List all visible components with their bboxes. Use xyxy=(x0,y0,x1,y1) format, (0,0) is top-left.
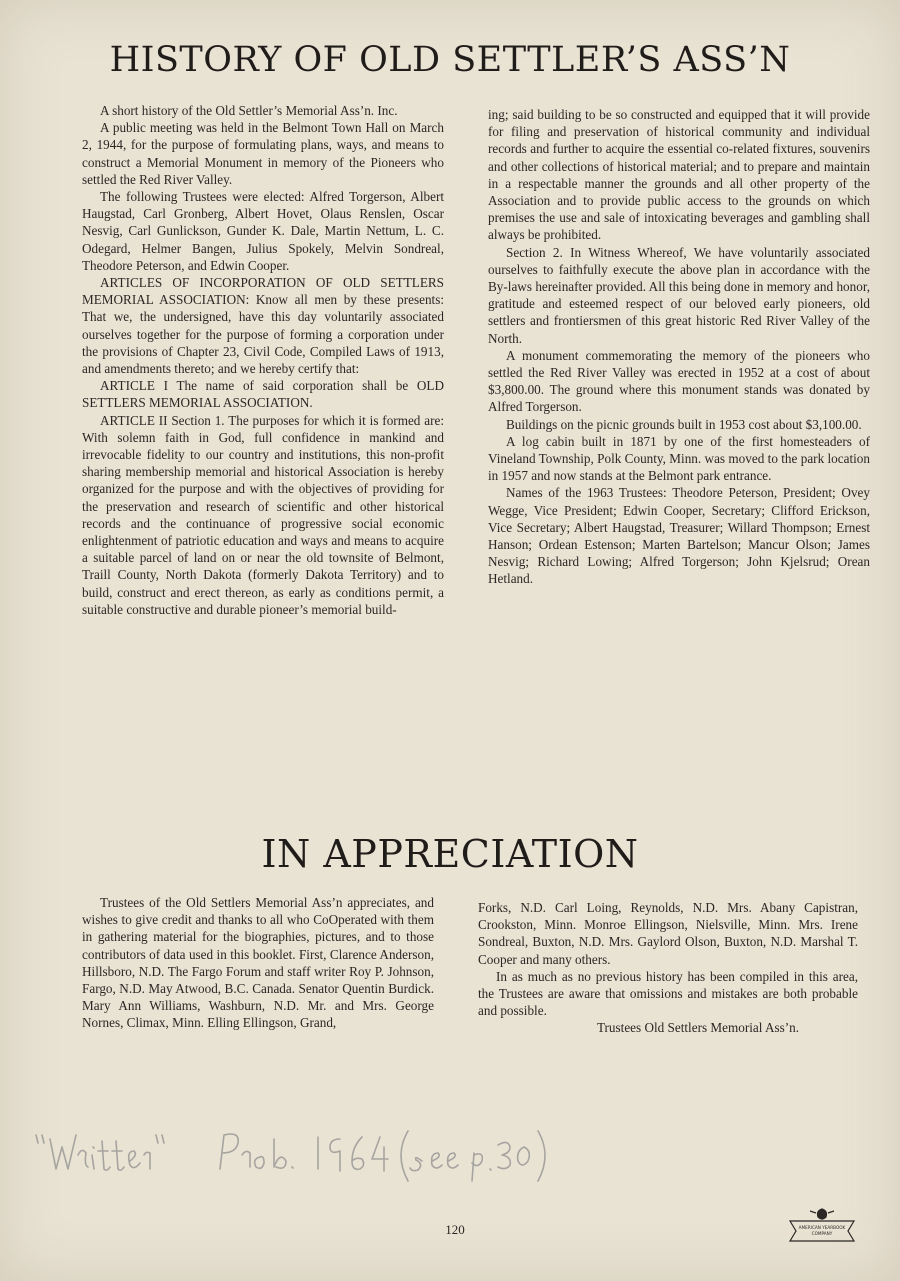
history-paragraph: A short history of the Old Settler’s Memorial Ass’n. Inc. xyxy=(100,103,398,118)
history-paragraph: A monument commemorating the memory of the pioneers who settled the Red River Valley was erected in 1952 at a cost of about $3,800.00. The ground where this monument stands was donated by Alfred Torgerson. xyxy=(488,347,870,415)
history-paragraph: ARTICLES OF INCORPORATION OF OLD SETTLERS MEMORIAL ASSOCIATION: Know all men by these presents: That we, the undersigned, have this day voluntarily associated ourselves together for the purpose of forming a corporation under the provisions of Chapter 23, Civil Code, Compiled Laws of 1913, and amendments thereto; and we hereby certify that: xyxy=(82,275,444,377)
appreciation-paragraph: In as much as no previous history has been compiled in this area, the Trustees are aware that omissions and mistakes are both probable and possible. xyxy=(478,968,858,1019)
history-paragraph: A public meeting was held in the Belmont Town Hall on March 2, 1944, for the purpose of formulating plans, ways, and means to construct a Memorial Monument in memory of the Pioneers who settled the Red River Valley. xyxy=(82,120,444,187)
history-paragraph: A log cabin built in 1871 by one of the first homesteaders of Vineland Township, Polk County, Minn. was moved to the park location in 1957 and now stands at the Belmont park entrance. xyxy=(488,433,870,484)
history-title: HISTORY OF OLD SETTLER’S ASS’N xyxy=(109,40,791,80)
handwritten-note xyxy=(28,1125,588,1187)
history-paragraph: ARTICLE I The name of said corporation shall be OLD SETTLERS MEMORIAL ASSOCIATION. xyxy=(82,378,444,411)
appreciation-title: IN APPRECIATION xyxy=(261,832,639,876)
history-paragraph: Section 2. In Witness Whereof, We have voluntarily associated ourselves to faithfully execute the above plan in accordance with the By-laws hereinafter provided. All this being done in memory and honor, gratitude and esteemed respect of our beloved early pioneers, old settlers and frontiersmen of this great historic Red River Valley of the North. xyxy=(488,244,870,346)
page-number: 120 xyxy=(445,1222,465,1237)
appreciation-signature: Trustees Old Settlers Memorial Ass’n. xyxy=(596,1020,800,1036)
appreciation-paragraph: Trustees of the Old Settlers Memorial Ass’n appreciates, and wishes to give credit and thanks to all who CoOperated with them in gathering material for the biographies, pictures, and to those contributors of data used in this booklet. First, Clarence Anderson, Hillsboro, N.D. The Fargo Forum and staff writer Roy P. Johnson, Fargo, N.D. May Atwood, B.C. Canada. Senator Quentin Burdick. Mary Ann Williams, Washburn, N.D. Mr. and Mrs. George Nornes, Climax, Minn. Elling Ellingson, Grand, xyxy=(82,895,434,1031)
publisher-logo-icon xyxy=(788,1205,856,1247)
history-paragraph: Buildings on the picnic grounds built in 1953 cost about $3,100.00. xyxy=(506,416,862,432)
svg-text:COMPANY: COMPANY xyxy=(811,1231,833,1236)
publisher-logo xyxy=(788,1205,856,1247)
appreciation-left-column xyxy=(82,894,434,1032)
history-paragraph: ARTICLE II Section 1. The purposes for which it is formed are: With solemn faith in God, full confidence in mankind and irrevocable fidelity to our country and institutions, this non-profit sharing membership memorial and historical Association is hereby organized for the purpose and with the objectives of providing for the preservation and research of scientific and other historical records and the continuance of progressive social economic enlightenment of patriotic education and ways and means to acquire a suitable parcel of land on or near the old townsite of Belmont, Traill County, North Dakota (formerly Dakota Territory) and to build, construct and erect thereon, as early as conditions permit, a suitable constructive and durable pioneer’s memorial build- xyxy=(82,412,444,617)
history-paragraph: Names of the 1963 Trustees: Theodore Peterson, President; Ovey Wegge, Vice President; Edwin Cooper, Secretary; Clifford Erickson, Vice Secretary; Albert Haugstad, Treasurer; Willard Thompson; Ernest Hanson; Ordean Estenson; Marten Bartelson; Mancur Olson; James Nesvig; Richard Lowing; Alfred Torgerson; John Kjelsrud; Orean Hetland. xyxy=(488,485,870,587)
svg-text:AMERICAN YEARBOOK: AMERICAN YEARBOOK xyxy=(798,1225,846,1230)
appreciation-right-column xyxy=(478,899,858,1037)
history-paragraph: The following Trustees were elected: Alfred Torgerson, Albert Haugstad, Carl Gronberg, Albert Hovet, Olaus Renslen, Oscar Nesvig, Carl Gunlickson, Gunder K. Dale, Martin Nettum, L. C. Odegard, Helmer Bangen, Julius Spokely, Melvin Sondreal, Theodore Peterson, and Edwin Cooper. xyxy=(82,189,444,273)
history-right-column xyxy=(488,106,870,588)
history-left-column xyxy=(82,102,444,618)
appreciation-paragraph: Forks, N.D. Carl Loing, Reynolds, N.D. Mrs. Abany Capistran, Crookston, Minn. Monroe Ellingson, Nielsville, Minn. Mrs. Irene Sondreal, Buxton, N.D. Mrs. Gaylord Olson, Buxton, N.D. Marshal T. Cooper and many others. xyxy=(478,900,858,967)
handwritten-note-drawing xyxy=(28,1125,588,1187)
history-paragraph: ing; said building to be so constructed and equipped that it will provide for filing and preservation of historical community and individual records and further to acquire the essential co-related fixtures, souvenirs and other collections of historical material; and to prepare and maintain in a respectable manner the grounds and all other property of the Association and to provide public access to the grounds on which premises the use and sale of intoxicating beverages and gambling shall always be prohibited. xyxy=(488,107,870,243)
